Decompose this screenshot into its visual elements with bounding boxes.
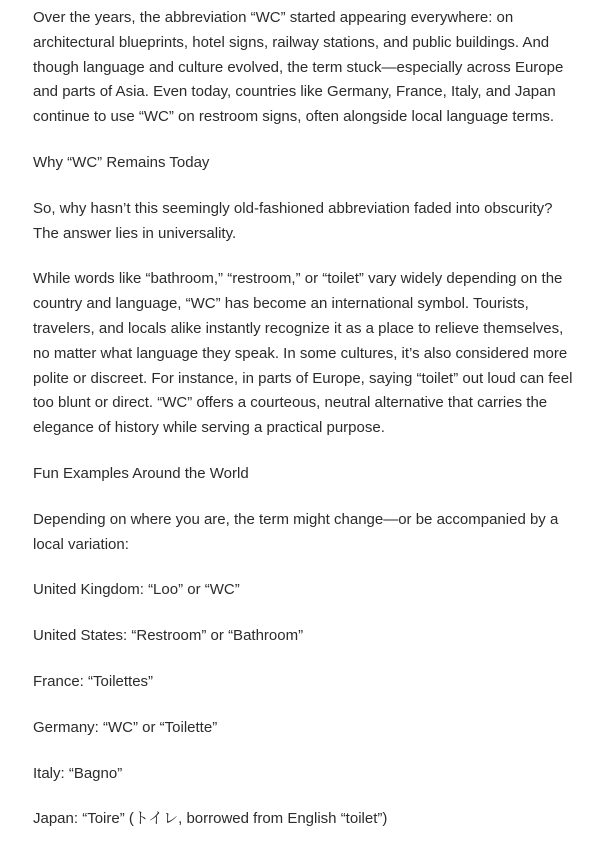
example-japan: Japan: “Toire” (トイレ, borrowed from English “toilet”) xyxy=(33,810,388,828)
paragraph-universality: While words like “bathroom,” “restroom,” or “toilet” vary widely depending on the country and language, “WC” has become an international symbol. Tourists, travelers, and locals alike instantly recognize it as a place to relieve themselves, no matter what language they speak. In some cultures, it’s also considered more polite or discreet. For instance, in parts of Europe, saying “toilet” out loud can feel too blunt or direct. “WC” offers a courteous, neutral alternative that carries the elegance of history while serving a practical purpose. xyxy=(33,270,573,437)
article-body xyxy=(33,6,578,853)
section-heading-fun-examples: Fun Examples Around the World xyxy=(33,464,249,482)
example-france: France: “Toilettes” xyxy=(33,672,154,690)
example-united-states: United States: “Restroom” or “Bathroom” xyxy=(33,627,304,645)
paragraph-why-question: So, why hasn’t this seemingly old-fashioned abbreviation faded into obscurity? The answer lies in universality. xyxy=(33,199,553,242)
section-heading-why-wc-remains: Why “WC” Remains Today xyxy=(33,153,210,171)
example-italy: Italy: “Bagno” xyxy=(33,764,123,782)
paragraph-wc-history: Over the years, the abbreviation “WC” started appearing everywhere: on architectural blueprints, hotel signs, railway stations, and public buildings. And though language and culture evolved, the term stuck—especially across Europe and parts of Asia. Even today, countries like Germany, France, Italy, and Japan continue to use “WC” on restroom signs, often alongside local language terms. xyxy=(33,9,564,126)
example-united-kingdom: United Kingdom: “Loo” or “WC” xyxy=(33,581,240,599)
paragraph-examples-intro: Depending on where you are, the term might change—or be accompanied by a local variation: xyxy=(33,510,559,553)
example-germany: Germany: “WC” or “Toilette” xyxy=(33,718,218,736)
